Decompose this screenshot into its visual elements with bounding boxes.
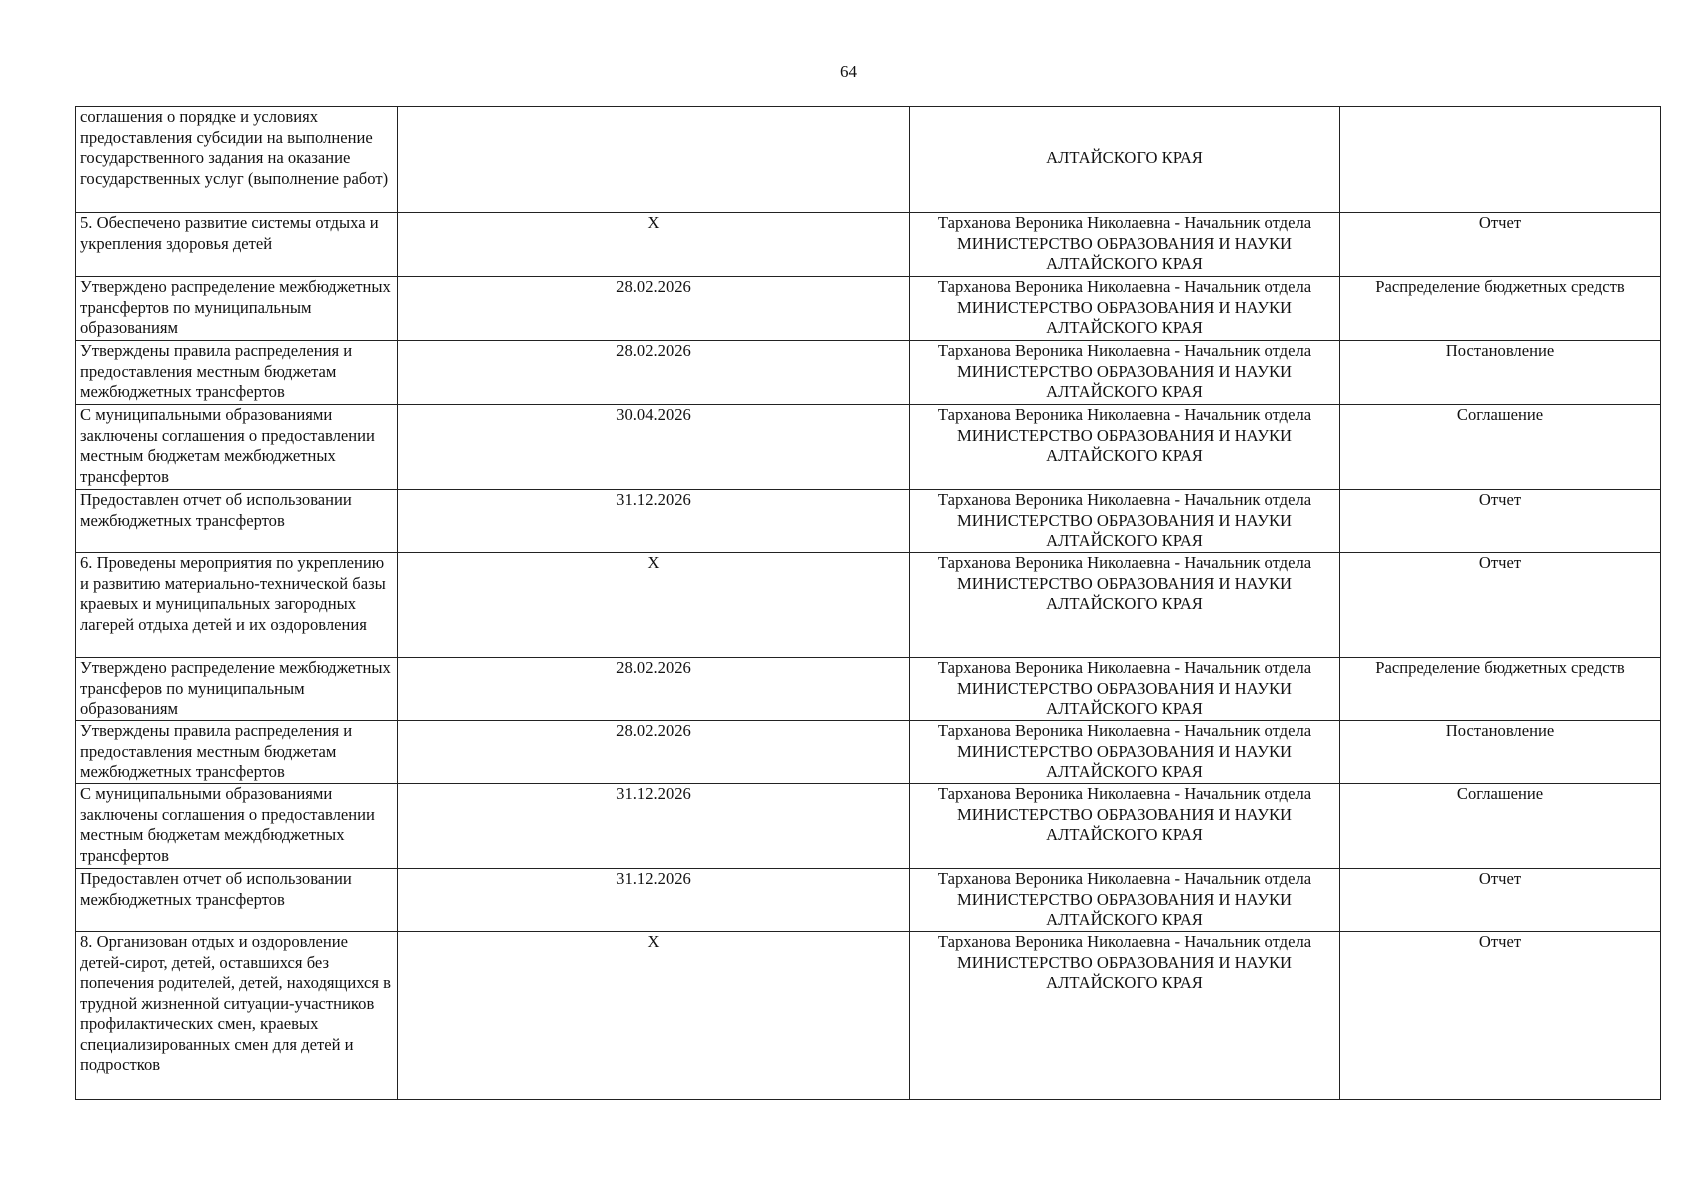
responsible-region: АЛТАЙСКОГО КРАЯ xyxy=(1046,594,1203,613)
responsible-person: Тарханова Вероника Николаевна - Начальник отдела xyxy=(937,341,1312,360)
document-cell: Соглашение xyxy=(1340,784,1661,869)
responsible-cell xyxy=(910,341,1340,405)
date-cell: X xyxy=(398,553,910,658)
document-cell: Отчет xyxy=(1340,553,1661,658)
document-cell: Отчет xyxy=(1340,213,1661,277)
document-cell: Отчет xyxy=(1340,869,1661,932)
responsible-person: Тарханова Вероника Николаевна - Начальник отдела xyxy=(937,869,1312,888)
responsible-cell xyxy=(910,932,1340,1100)
date-cell xyxy=(398,107,910,213)
plan-table-body xyxy=(76,107,1661,1100)
document-cell: Соглашение xyxy=(1340,405,1661,490)
responsible-ministry: МИНИСТЕРСТВО ОБРАЗОВАНИЯ И НАУКИ xyxy=(957,952,1292,972)
date-cell: 28.02.2026 xyxy=(398,341,910,405)
event-cell: Утверждены правила распределения и предоставления местным бюджетам межбюджетных трансфертов xyxy=(76,341,398,405)
document-cell: Постановление xyxy=(1340,341,1661,405)
event-cell: Утверждены правила распределения и предоставления местным бюджетам межбюджетных трансфертов xyxy=(76,721,398,784)
event-cell: С муниципальными образованиями заключены соглашения о предоставлении местным бюджетам межбюджетных трансфертов xyxy=(76,405,398,490)
table-row xyxy=(76,213,1661,277)
table-row xyxy=(76,405,1661,490)
responsible-cell xyxy=(910,553,1340,658)
page-number: 64 xyxy=(840,62,857,81)
responsible-ministry: МИНИСТЕРСТВО ОБРАЗОВАНИЯ И НАУКИ xyxy=(957,678,1292,698)
responsible-ministry: МИНИСТЕРСТВО ОБРАЗОВАНИЯ И НАУКИ xyxy=(957,573,1292,593)
table-row xyxy=(76,932,1661,1100)
responsible-region: АЛТАЙСКОГО КРАЯ xyxy=(1046,318,1203,337)
date-cell: 31.12.2026 xyxy=(398,869,910,932)
table-row xyxy=(76,277,1661,341)
responsible-region: АЛТАЙСКОГО КРАЯ xyxy=(1046,254,1203,273)
responsible-cell xyxy=(910,721,1340,784)
event-cell: Предоставлен отчет об использовании межбюджетных трансфертов xyxy=(76,490,398,553)
responsible-cell xyxy=(910,490,1340,553)
event-cell: 6. Проведены мероприятия по укреплению и развитию материально-технической базы краевых и муниципальных загородных лагерей отдыха детей и их оздоровления xyxy=(76,553,398,658)
date-cell: X xyxy=(398,213,910,277)
responsible-region: АЛТАЙСКОГО КРАЯ xyxy=(1046,973,1203,992)
responsible-ministry: МИНИСТЕРСТВО ОБРАЗОВАНИЯ И НАУКИ xyxy=(957,297,1292,317)
document-cell: Отчет xyxy=(1340,490,1661,553)
responsible-person: Тарханова Вероника Николаевна - Начальник отдела xyxy=(937,658,1312,677)
table-row xyxy=(76,341,1661,405)
responsible-region: АЛТАЙСКОГО КРАЯ xyxy=(1046,531,1203,550)
date-cell: 28.02.2026 xyxy=(398,277,910,341)
responsible-person: Тарханова Вероника Николаевна - Начальник отдела xyxy=(937,405,1312,424)
responsible-region: АЛТАЙСКОГО КРАЯ xyxy=(1046,148,1203,167)
event-cell: Утверждено распределение межбюджетных трансфертов по муниципальным образованиям xyxy=(76,277,398,341)
table-row xyxy=(76,553,1661,658)
responsible-ministry: МИНИСТЕРСТВО ОБРАЗОВАНИЯ И НАУКИ xyxy=(957,361,1292,381)
responsible-ministry: МИНИСТЕРСТВО ОБРАЗОВАНИЯ И НАУКИ xyxy=(957,510,1292,530)
event-cell: 8. Организован отдых и оздоровление детей-сирот, детей, оставшихся без попечения родителей, детей, находящихся в трудной жизненной ситуации-участников профилактических смен, краевых специализированных смен для детей и подростков xyxy=(76,932,398,1100)
date-cell: 31.12.2026 xyxy=(398,784,910,869)
document-cell: Постановление xyxy=(1340,721,1661,784)
event-cell: С муниципальными образованиями заключены соглашения о предоставлении местным бюджетам междбюджетных трансфертов xyxy=(76,784,398,869)
responsible-cell xyxy=(910,213,1340,277)
date-cell: X xyxy=(398,932,910,1100)
responsible-region: АЛТАЙСКОГО КРАЯ xyxy=(1046,382,1203,401)
responsible-person xyxy=(914,107,1335,128)
table-row xyxy=(76,658,1661,721)
responsible-person: Тарханова Вероника Николаевна - Начальник отдела xyxy=(937,932,1312,951)
event-cell: Предоставлен отчет об использовании межбюджетных трансфертов xyxy=(76,869,398,932)
responsible-region: АЛТАЙСКОГО КРАЯ xyxy=(1046,825,1203,844)
responsible-region: АЛТАЙСКОГО КРАЯ xyxy=(1046,762,1203,781)
responsible-cell xyxy=(910,405,1340,490)
date-cell: 28.02.2026 xyxy=(398,721,910,784)
responsible-region: АЛТАЙСКОГО КРАЯ xyxy=(1046,910,1203,929)
document-cell: Распределение бюджетных средств xyxy=(1340,277,1661,341)
date-cell: 30.04.2026 xyxy=(398,405,910,490)
responsible-cell xyxy=(910,869,1340,932)
document-cell: Отчет xyxy=(1340,932,1661,1100)
responsible-ministry: МИНИСТЕРСТВО ОБРАЗОВАНИЯ И НАУКИ xyxy=(957,425,1292,445)
responsible-ministry: МИНИСТЕРСТВО ОБРАЗОВАНИЯ И НАУКИ xyxy=(957,804,1292,824)
responsible-person: Тарханова Вероника Николаевна - Начальник отдела xyxy=(937,277,1312,296)
responsible-person: Тарханова Вероника Николаевна - Начальник отдела xyxy=(937,784,1312,803)
responsible-ministry: МИНИСТЕРСТВО ОБРАЗОВАНИЯ И НАУКИ xyxy=(957,233,1292,253)
plan-table xyxy=(75,106,1661,1100)
responsible-person: Тарханова Вероника Николаевна - Начальник отдела xyxy=(937,553,1312,572)
responsible-region: АЛТАЙСКОГО КРАЯ xyxy=(1046,699,1203,718)
event-cell: Утверждено распределение межбюджетных трансферов по муниципальным образованиям xyxy=(76,658,398,721)
table-row xyxy=(76,869,1661,932)
table-row xyxy=(76,721,1661,784)
date-cell: 31.12.2026 xyxy=(398,490,910,553)
date-cell: 28.02.2026 xyxy=(398,658,910,721)
table-row xyxy=(76,107,1661,213)
table-row xyxy=(76,490,1661,553)
event-cell: 5. Обеспечено развитие системы отдыха и укрепления здоровья детей xyxy=(76,213,398,277)
table-row xyxy=(76,784,1661,869)
responsible-cell xyxy=(910,784,1340,869)
responsible-person: Тарханова Вероника Николаевна - Начальник отдела xyxy=(937,213,1312,232)
responsible-ministry: МИНИСТЕРСТВО ОБРАЗОВАНИЯ И НАУКИ xyxy=(957,741,1292,761)
responsible-cell xyxy=(910,658,1340,721)
responsible-region: АЛТАЙСКОГО КРАЯ xyxy=(1046,446,1203,465)
responsible-person: Тарханова Вероника Николаевна - Начальник отдела xyxy=(937,721,1312,740)
responsible-person: Тарханова Вероника Николаевна - Начальник отдела xyxy=(937,490,1312,509)
responsible-cell xyxy=(910,107,1340,213)
responsible-ministry xyxy=(914,128,1335,149)
document-cell: Распределение бюджетных средств xyxy=(1340,658,1661,721)
responsible-cell xyxy=(910,277,1340,341)
document-cell xyxy=(1340,107,1661,213)
event-cell: соглашения о порядке и условиях предоставления субсидии на выполнение государственного задания на оказание государственных услуг (выполнение работ) xyxy=(76,107,398,213)
responsible-ministry: МИНИСТЕРСТВО ОБРАЗОВАНИЯ И НАУКИ xyxy=(957,889,1292,909)
